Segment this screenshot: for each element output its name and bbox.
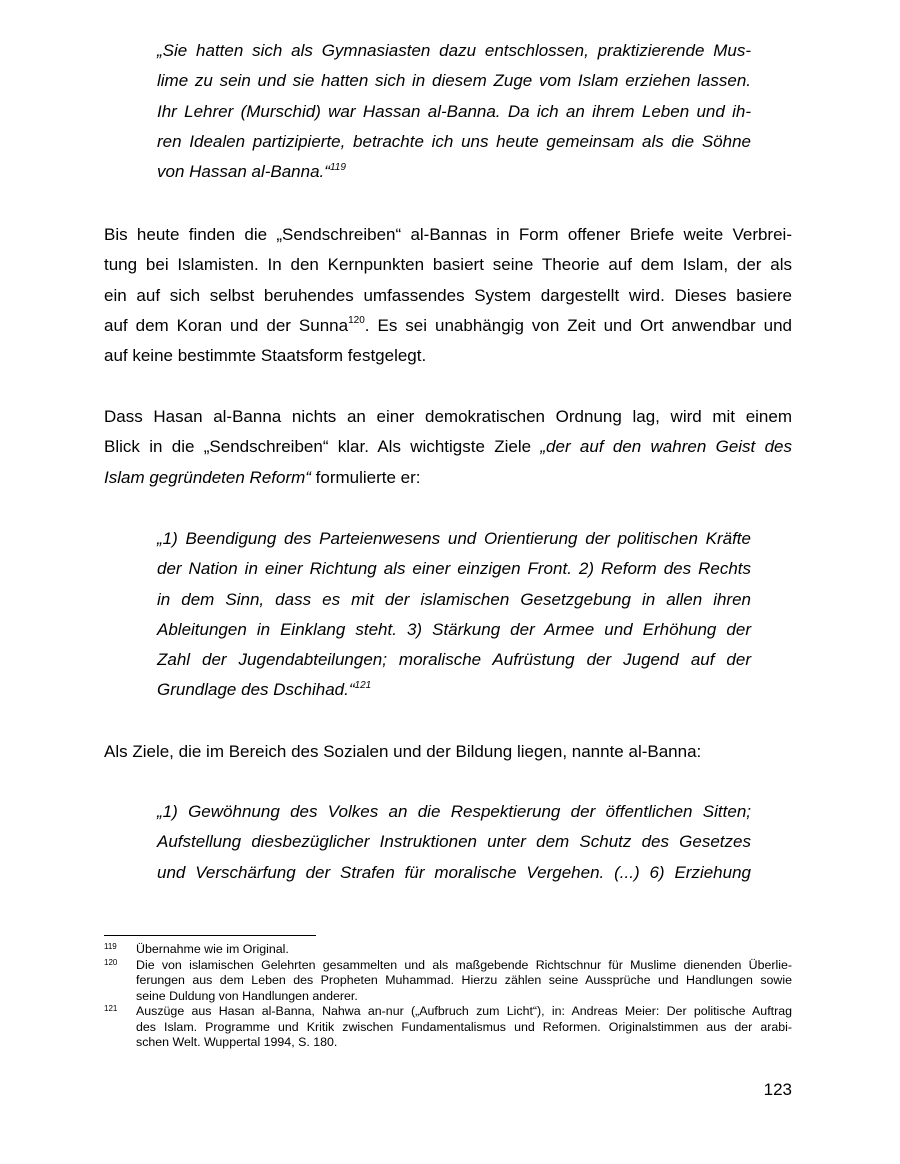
footnote-number: 120 <box>104 957 118 967</box>
footnote-ref-121: 121 <box>354 679 372 691</box>
footnote-121 <box>104 1004 792 1051</box>
footnote-ref-120: 120 <box>348 315 365 327</box>
quote-last-line <box>157 675 751 705</box>
quote-line: Ableitungen in Einklang steht. 3) Stärkung der Armee und Erhöhung der <box>157 619 751 639</box>
paragraph-line: Bis heute finden die „Sendschreiben“ al-Bannas in Form offener Briefe weite Verbrei- <box>104 225 792 244</box>
paragraph-2 <box>104 402 792 493</box>
paragraph-line: tung bei Islamisten. In den Kernpunkten basiert seine Theorie auf dem Islam, der als <box>104 255 792 275</box>
footnote-line: ferungen aus dem Leben des Propheten Muhammad. Hierzu zählen seine Aussprüche und Handlungen sowie <box>136 973 792 987</box>
paragraph-line <box>104 463 792 493</box>
quote-last-line <box>157 157 751 187</box>
paragraph-quote-text: „der auf den wahren Geist des <box>540 437 792 457</box>
page-number: 123 <box>763 1080 792 1099</box>
footnote-ref-119: 119 <box>329 161 346 173</box>
paragraph-text: . Es sei unabhängig von Zeit und Ort anwendbar und <box>364 315 793 335</box>
block-quote-3 <box>157 797 751 888</box>
quote-line: lime zu sein und sie hatten sich in diesem Zuge vom Islam erziehen lassen. <box>157 71 751 91</box>
footnote-line: des Islam. Programme und Kritik zwischen Fundamentalismus und Reformen. Originalstimmen aus der arabi- <box>136 1019 792 1034</box>
footnotes <box>104 942 792 1051</box>
paragraph-1 <box>104 220 792 371</box>
quote-line: und Verschärfung der Strafen für moralische Vergehen. (...) 6) Erziehung <box>157 862 751 882</box>
footnote-119 <box>104 942 792 958</box>
quote-line: in dem Sinn, dass es mit der islamischen Gesetzgebung in allen ihren <box>157 589 751 609</box>
footnote-line: schen Welt. Wuppertal 1994, S. 180. <box>136 1035 338 1049</box>
paragraph-line: ein auf sich selbst beruhendes umfassendes System dargestellt wird. Dieses basiere <box>104 285 792 305</box>
block-quote-2 <box>157 524 751 706</box>
quote-line: Zahl der Jugendabteilungen; moralische Aufrüstung der Jugend auf der <box>157 650 751 670</box>
paragraph-3 <box>104 737 792 767</box>
footnote-divider <box>104 935 316 936</box>
footnote-line: Übernahme wie im Original. <box>136 942 289 956</box>
paragraph-text: formulierte er: <box>310 467 421 487</box>
quote-line: „1) Beendigung des Parteienwesens und Orientierung der politischen Kräfte <box>157 529 751 548</box>
footnote-number: 119 <box>104 942 117 951</box>
paragraph-line <box>104 311 792 341</box>
quote-line: „1) Gewöhnung des Volkes an die Respektierung der öffentlichen Sitten; <box>157 802 751 821</box>
quote-text: von Hassan al-Banna.“ <box>157 162 330 182</box>
quote-text: Grundlage des Dschihad.“ <box>157 680 355 700</box>
quote-line: „Sie hatten sich als Gymnasiasten dazu entschlossen, praktizierende Mus- <box>157 41 751 60</box>
footnote-line: Auszüge aus Hasan al-Banna, Nahwa an-nur („Aufbruch zum Licht“), in: Andreas Meier: Der politische Auftrag <box>136 1004 792 1018</box>
paragraph-line: Als Ziele, die im Bereich des Sozialen und der Bildung liegen, nannte al-Banna: <box>104 742 702 761</box>
paragraph-text: auf dem Koran und der Sunna <box>104 315 349 335</box>
quote-line: ren Idealen partizipierte, betrachte ich uns heute gemeinsam als die Söhne <box>157 131 751 151</box>
footnote-120 <box>104 958 792 1005</box>
footnote-number: 121 <box>104 1004 118 1013</box>
quote-line: Aufstellung diesbezüglicher Instruktionen unter dem Schutz des Gesetzes <box>157 832 751 852</box>
footnote-line: Die von islamischen Gelehrten gesammelten und als maßgebende Richtschnur für Muslime dienenden Überlie- <box>136 957 792 972</box>
footnote-line: seine Duldung von Handlungen anderer. <box>136 988 358 1003</box>
quote-line: der Nation in einer Richtung als einer einzigen Front. 2) Reform des Rechts <box>157 559 751 579</box>
paragraph-line <box>104 432 792 462</box>
paragraph-text: Blick in die „Sendschreiben“ klar. Als wichtigste Ziele <box>104 437 541 457</box>
block-quote-1 <box>157 36 751 187</box>
paragraph-line: auf keine bestimmte Staatsform festgelegt. <box>104 346 427 366</box>
paragraph-line: Dass Hasan al-Banna nichts an einer demokratischen Ordnung lag, wird mit einem <box>104 407 792 426</box>
quote-line: Ihr Lehrer (Murschid) war Hassan al-Banna. Da ich an ihrem Leben und ih- <box>157 101 751 121</box>
paragraph-quote-text: Islam gegründeten Reform“ <box>104 467 311 487</box>
